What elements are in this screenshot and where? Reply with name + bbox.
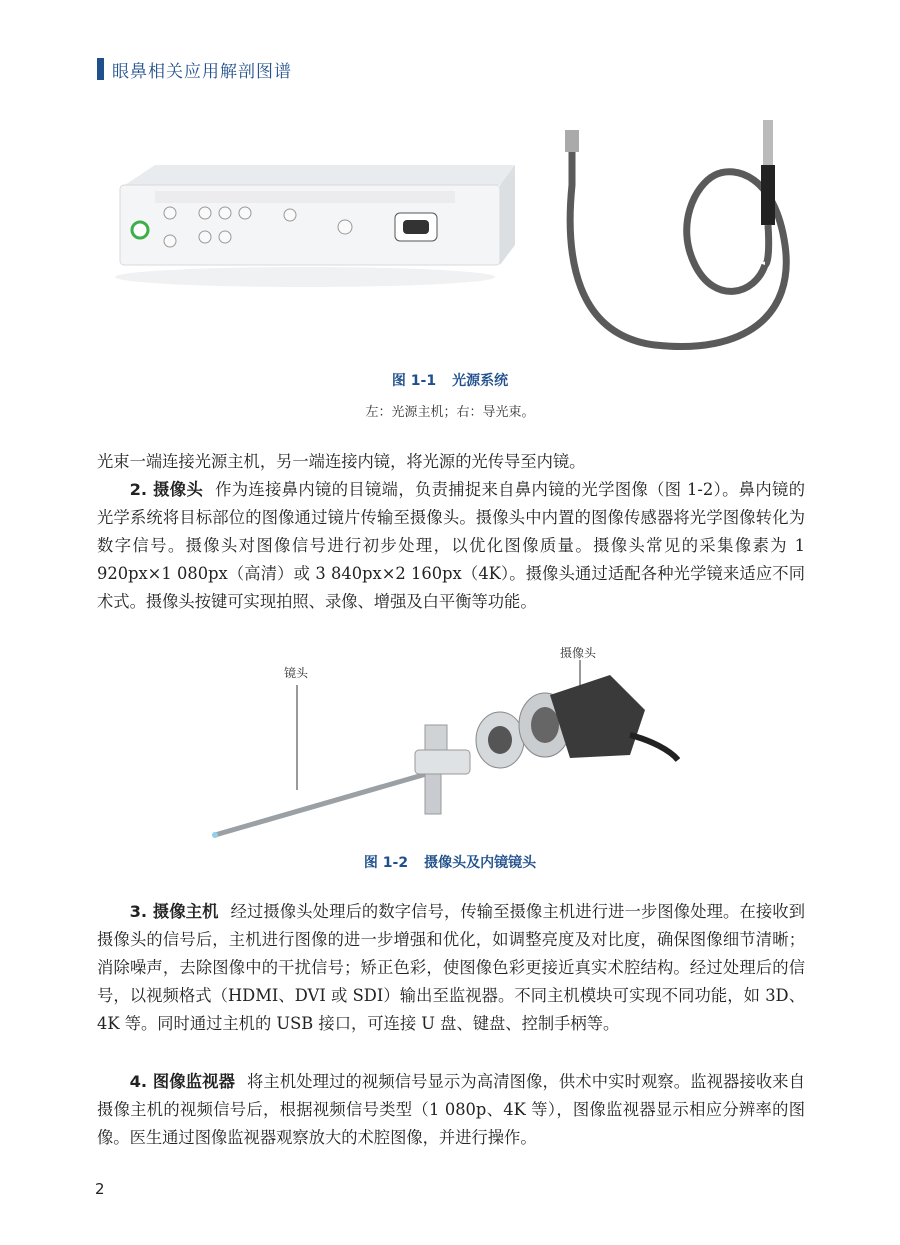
figure-1-number: 图 1-1 bbox=[391, 373, 437, 389]
label-lens: 镜头 bbox=[284, 666, 309, 680]
figure-1-subcaption: 左：光源主机；右：导光束。 bbox=[365, 405, 535, 420]
paragraph-4-body: 将主机处理过的视频信号显示为高清图像，供术中实时观察。监视器接收来自摄像主机的视频信号后，根据视频信号类型（1 080p、4K 等），图像监视器显示相应分辨率的图像。医生通过图像监视器观察放大的术腔图像，并进行操作。 bbox=[97, 1072, 805, 1147]
paragraph-3-body: 经过摄像头处理后的数字信号，传输至摄像主机进行进一步图像处理。在接收到摄像头的信号后，主机进行图像的进一步增强和优化，如调整亮度及对比度，确保图像细节清晰；消除噪声，去除图像中的干扰信号；矫正色彩，使图像色彩更接近真实术腔结构。经过处理后的信号，以视频格式（HDMI、DVI 或 SDI）输出至监视器。不同主机模块可实现不同功能，如 3D、4K 等。同时通过主机的 USB 接口，可连接 U 盘、键盘、控制手柄等。 bbox=[97, 902, 805, 1033]
paragraph-2-body: 作为连接鼻内镜的目镜端，负责捕捉来自鼻内镜的光学图像（图 1-2）。鼻内镜的光学系统将目标部位的图像通过镜片传输至摄像头。摄像头中内置的图像传感器将光学图像转化为数字信号。摄像头对图像信号进行初步处理，以优化图像质量。摄像头常见的采集像素为 1 920px×1 080px（高清）或 3 840px×2 160px（4K）。摄像头通过适配各种光学镜来适应不同术式。摄像头按键可实现拍照、录像、增强及白平衡等功能。 bbox=[97, 480, 805, 611]
figure-1-caption bbox=[0, 370, 900, 390]
figure-2-number: 图 1-2 bbox=[363, 855, 409, 871]
section-4-heading: 4. 图像监视器 bbox=[129, 1072, 235, 1091]
camera-head-illustration bbox=[519, 675, 678, 760]
light-guide-cable-illustration bbox=[565, 120, 786, 347]
label-camera-head: 摄像头 bbox=[560, 646, 597, 660]
section-3-heading: 3. 摄像主机 bbox=[129, 902, 219, 921]
figure-2-image bbox=[200, 640, 680, 850]
page-number: 2 bbox=[95, 1180, 105, 1198]
figure-1-image bbox=[95, 105, 805, 365]
figure-2-caption bbox=[0, 852, 900, 872]
figure-1-title: 光源系统 bbox=[452, 373, 509, 389]
paragraph-4 bbox=[97, 1068, 805, 1152]
figure-2-title: 摄像头及内镜镜头 bbox=[424, 855, 537, 871]
paragraph-1: 光束一端连接光源主机，另一端连接内镜，将光源的光传导至内镜。 bbox=[97, 452, 586, 471]
section-2-heading: 2. 摄像头 bbox=[129, 480, 204, 499]
coupler-illustration bbox=[476, 712, 524, 768]
light-source-host-illustration bbox=[115, 165, 515, 287]
endoscope-lens-illustration bbox=[212, 725, 470, 838]
header-accent-bar bbox=[97, 58, 104, 80]
running-header: 眼鼻相关应用解剖图谱 bbox=[112, 62, 292, 82]
paragraph-3 bbox=[97, 898, 805, 1038]
paragraph-2 bbox=[97, 476, 805, 616]
